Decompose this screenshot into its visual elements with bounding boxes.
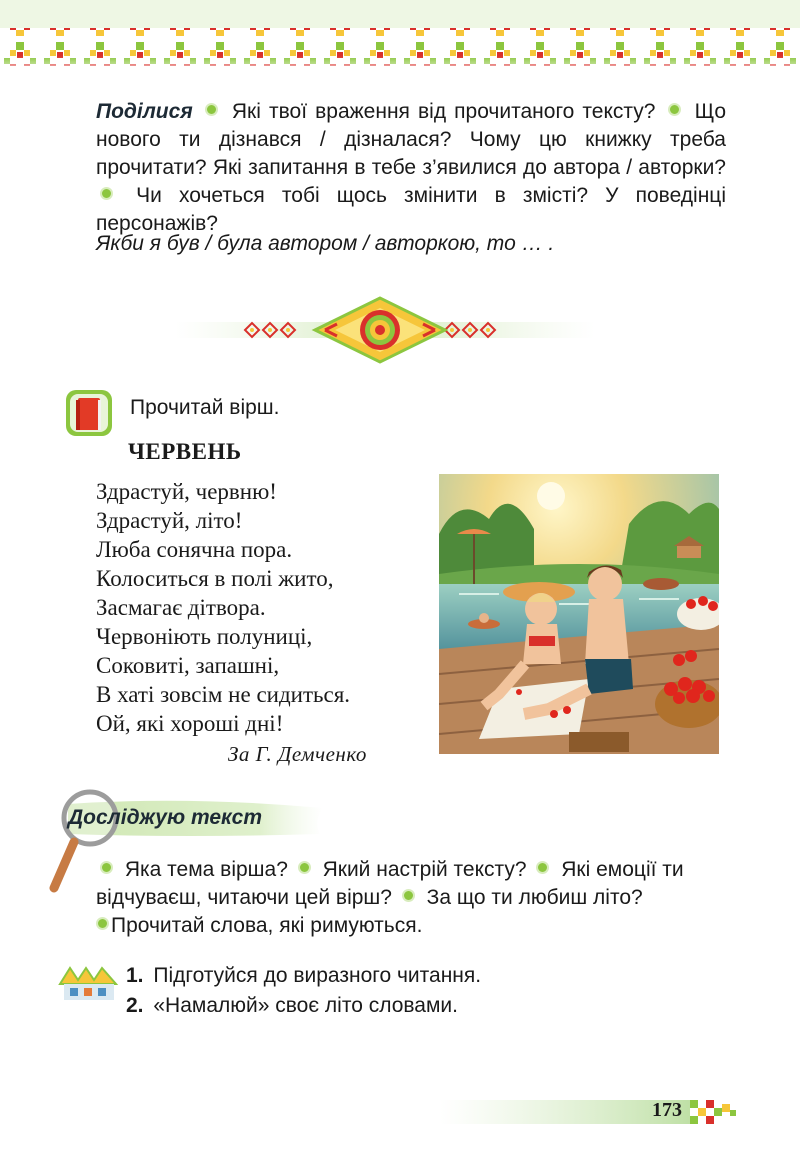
green-dot-bullet [668, 103, 681, 116]
green-dot-bullet [536, 861, 549, 874]
share-question-2: Що нового ти дізнався / дізналася? Чому цю книжку треба прочитати? Які запитання в тебе з’явилися до автора / авторки? [96, 100, 726, 179]
poem-line: Люба сонячна пора. [96, 537, 293, 562]
green-dot-bullet [100, 861, 113, 874]
poem-title: ЧЕРВЕНЬ [128, 439, 242, 464]
book-icon [64, 388, 114, 438]
task-item [126, 961, 481, 991]
task-text: «Намалюй» своє літо словами. [153, 994, 458, 1017]
research-title: Досліджую текст [68, 806, 263, 829]
share-prompt: Якби я був / була автором / авторкою, то … . [96, 232, 555, 255]
embroidery-border [0, 0, 800, 76]
poem-line: Ой, які хороші дні! [96, 711, 284, 736]
task-text: Підготуйся до виразного читання. [153, 964, 482, 987]
research-questions [96, 856, 726, 940]
ornament-divider [175, 292, 595, 368]
poem-line: Здрастуй, червню! [96, 479, 277, 504]
share-question-1: Які твої враження від прочитаного тексту? [231, 100, 656, 123]
green-dot-bullet [298, 861, 311, 874]
page-number: 173 [652, 1099, 682, 1121]
page-number-bar [440, 1098, 740, 1126]
task-number: 2. [126, 994, 144, 1017]
poem-body [96, 477, 350, 738]
home-tasks [126, 961, 481, 1021]
task-item [126, 991, 481, 1021]
poem-line: Засмагає дітвора. [96, 595, 266, 620]
poem-line: Здрастуй, літо! [96, 508, 243, 533]
research-question-3: Які емоції ти відчуваєш, читаючи цей вірш? [96, 858, 684, 909]
share-paragraph [96, 98, 726, 238]
task-number: 1. [126, 964, 144, 987]
poem-line: Червоніють полуниці, [96, 624, 313, 649]
green-dot-bullet [100, 187, 113, 200]
poem-author: За Г. Демченко [228, 742, 367, 766]
house-icon [56, 964, 120, 1004]
poem-line: В хаті зовсім не сидиться. [96, 682, 351, 707]
green-dot-bullet [96, 917, 109, 930]
share-lead: Поділися [96, 100, 193, 123]
research-question-2: Який настрій тексту? [322, 858, 527, 881]
research-question-4: За що ти любиш літо? [426, 886, 643, 909]
green-dot-bullet [402, 889, 415, 902]
poem-line: Колоситься в полі жито, [96, 566, 334, 591]
summer-illustration [439, 474, 719, 754]
research-question-5: Прочитай слова, які римуються. [111, 914, 423, 937]
instruction-read-poem: Прочитай вірш. [130, 396, 280, 419]
share-question-3: Чи хочеться тобі щось змінити в змісті? У поведінці персонажів? [96, 184, 726, 235]
green-dot-bullet [205, 103, 218, 116]
poem-line: Соковиті, запашні, [96, 653, 280, 678]
research-question-1: Яка тема вірша? [124, 858, 288, 881]
